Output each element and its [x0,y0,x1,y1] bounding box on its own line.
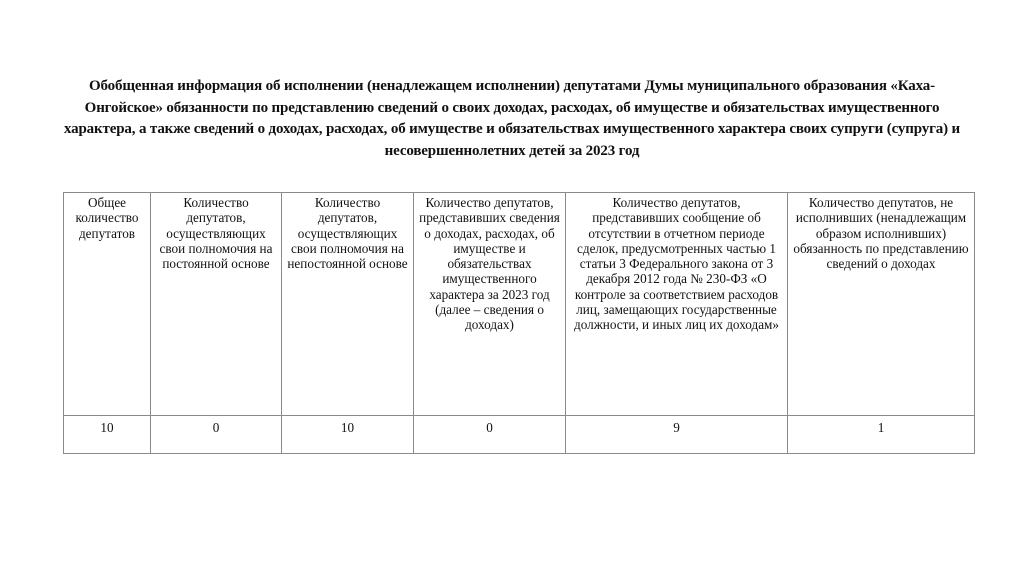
value-not-fulfilled-obligation: 1 [788,416,975,454]
deputies-income-report-table [63,192,975,454]
table-row [64,416,975,454]
value-non-permanent-basis: 10 [282,416,414,454]
header-total-deputies: Общее количество депутатов [64,193,151,416]
header-permanent-basis: Количество депутатов, осуществляющих свои полномочия на постоянной основе [151,193,282,416]
header-submitted-no-transactions-notice: Количество депутатов, представивших сообщение об отсутствии в отчетном периоде сделок, предусмотренных частью 1 статьи 3 Федерального закона от 3 декабря 2012 года № 230-ФЗ «О контроле за соответствием расходов лиц, замещающих государственные должности, и иных лиц их доходам» [566,193,788,416]
value-permanent-basis: 0 [151,416,282,454]
document-title: Обобщенная информация об исполнении (ненадлежащем исполнении) депутатами Думы муниципального образования «Каха-Онгойское» обязанности по представлению сведений о своих доходах, расходах, об имуществе и обязательствах имущественного характера, а также сведений о доходах, расходах, об имуществе и обязательствах имущественного характера своих супруги (супруга) и несовершеннолетних детей за 2023 год [63,78,961,159]
header-submitted-income-info: Количество депутатов, представивших сведения о доходах, расходах, об имуществе и обязательствах имущественного характера за 2023 год (далее – сведения о доходах) [414,193,566,416]
header-not-fulfilled-obligation: Количество депутатов, не исполнивших (ненадлежащим образом исполнивших) обязанность по представлению сведений о доходах [788,193,975,416]
value-total-deputies: 10 [64,416,151,454]
header-non-permanent-basis: Количество депутатов, осуществляющих свои полномочия на непостоянной основе [282,193,414,416]
value-submitted-no-transactions-notice: 9 [566,416,788,454]
value-submitted-income-info: 0 [414,416,566,454]
table-header-row [64,193,975,416]
